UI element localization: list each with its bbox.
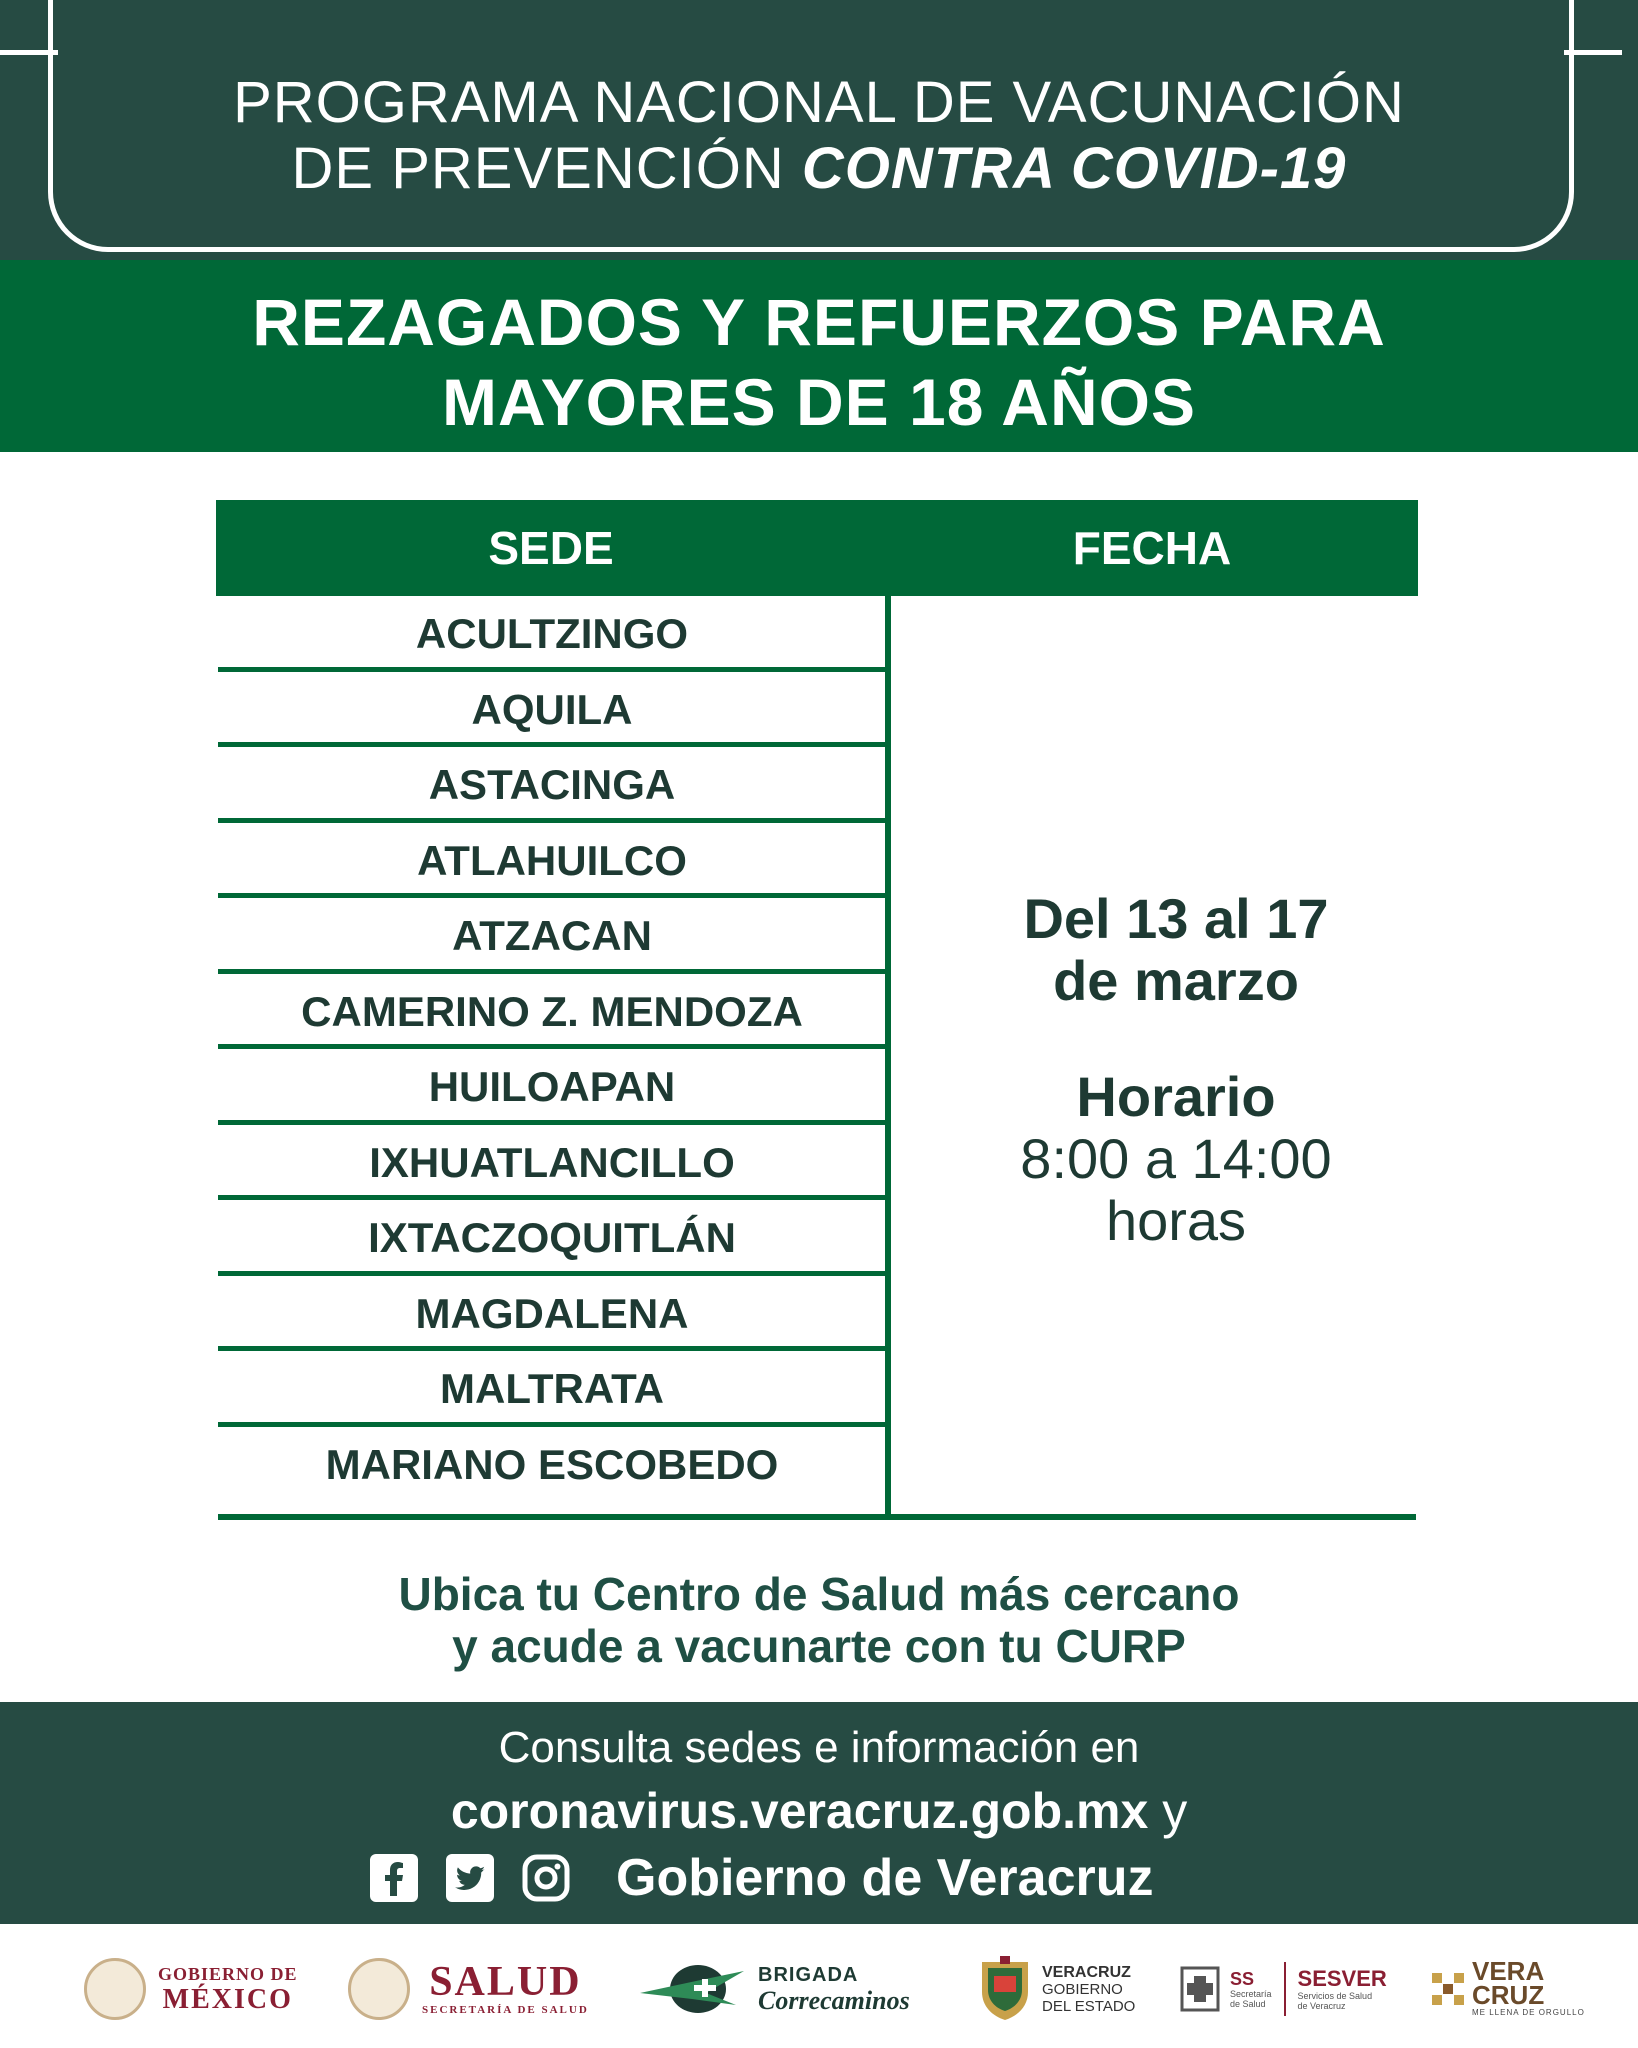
twitter-icon[interactable]: [444, 1852, 496, 1904]
health-emblem-icon: [1178, 1964, 1222, 2014]
sede-row: HUILOAPAN: [218, 1049, 886, 1125]
veracruz-orgullo-logo: [1430, 1954, 1585, 2024]
fecha-block: [891, 888, 1461, 1252]
horario-line2: horas: [1105, 1189, 1247, 1252]
sede-row: AQUILA: [218, 672, 886, 748]
gobmx-line1: GOBIERNO DE: [158, 1964, 298, 1984]
program-title-prefix: DE PREVENCIÓN: [291, 136, 785, 201]
table-header: [216, 500, 1418, 596]
social-handle[interactable]: Gobierno de Veracruz: [616, 1849, 1154, 1907]
brigada-line2: Correcaminos: [758, 1986, 910, 2015]
instructions: [0, 1568, 1638, 1672]
sede-list: [218, 596, 886, 1502]
national-seal-icon: [84, 1958, 146, 2020]
sede-row: ATZACAN: [218, 898, 886, 974]
salud-line2: SECRETARÍA DE SALUD: [422, 2004, 589, 2016]
info-line2: [0, 1782, 1638, 1840]
column-header-fecha: FECHA: [1072, 522, 1232, 574]
salud-line1: SALUD: [429, 1959, 582, 2005]
veracruz-shield-icon: [978, 1956, 1032, 2022]
brigada-line1: BRIGADA: [758, 1964, 859, 1986]
campaign-title: [0, 282, 1638, 442]
sede-row: IXHUATLANCILLO: [218, 1125, 886, 1201]
vc-tagline: ME LLENA DE ORGULLO: [1472, 2008, 1585, 2017]
sede-row: ACULTZINGO: [218, 596, 886, 672]
salud-logo: [348, 1954, 589, 2024]
sesver-line3: de Veracruz: [1297, 2001, 1346, 2011]
ss-sesver-logo: [1178, 1954, 1387, 2024]
table-bottom-rule: [218, 1514, 1416, 1520]
ss-line1: SS: [1230, 1969, 1255, 1989]
veracruz-line3: DEL ESTADO: [1042, 1997, 1136, 2015]
fecha-date-line1: Del 13 al 17: [1023, 887, 1329, 950]
ss-line3: de Salud: [1230, 1999, 1266, 2009]
instructions-line2: y acude a vacunarte con tu CURP: [452, 1620, 1186, 1672]
fecha-date-line2: de marzo: [1053, 949, 1299, 1012]
gobmx-line2: MÉXICO: [162, 1984, 293, 2015]
column-header-sede: SEDE: [488, 522, 614, 574]
veracruz-line2: GOBIERNO: [1042, 1980, 1123, 1998]
sede-row: ATLAHUILCO: [218, 823, 886, 899]
facebook-icon[interactable]: [368, 1852, 420, 1904]
sede-row: IXTACZOQUITLÁN: [218, 1200, 886, 1276]
instagram-icon[interactable]: [520, 1852, 572, 1904]
instructions-line1: Ubica tu Centro de Salud más cercano: [398, 1568, 1240, 1620]
logos-strip: [0, 1924, 1638, 2048]
horario-line1: 8:00 a 14:00: [1020, 1127, 1332, 1190]
info-bar: [0, 1702, 1638, 1924]
logo-separator: [1284, 1962, 1286, 2016]
national-seal-icon: [348, 1958, 410, 2020]
sede-row: MAGDALENA: [218, 1276, 886, 1352]
horario-label: Horario: [1076, 1065, 1276, 1128]
roadrunner-icon: [636, 1959, 746, 2019]
vc-line1: VERA: [1472, 1956, 1545, 1986]
sede-row: ASTACINGA: [218, 747, 886, 823]
program-title-line1: PROGRAMA NACIONAL DE VACUNACIÓN: [233, 70, 1405, 135]
woven-pattern-icon: [1430, 1971, 1466, 2007]
website-link[interactable]: coronavirus.veracruz.gob.mx: [450, 1783, 1149, 1839]
veracruz-line1: VERACRUZ: [1042, 1963, 1131, 1981]
program-title-emphasis: CONTRA COVID-19: [801, 136, 1347, 201]
sede-row: MARIANO ESCOBEDO: [325, 1440, 779, 1488]
campaign-title-line2: MAYORES DE 18 AÑOS: [442, 365, 1196, 439]
program-title-line2: [0, 136, 1638, 202]
info-conjunction: y: [1162, 1783, 1188, 1839]
veracruz-gobierno-logo: [978, 1954, 1135, 2024]
campaign-title-line1: REZAGADOS Y REFUERZOS PARA: [252, 285, 1386, 359]
gobierno-de-mexico-logo: [84, 1954, 298, 2024]
brigada-correcaminos-logo: [636, 1954, 910, 2024]
info-line1: Consulta sedes e información en: [498, 1723, 1140, 1772]
sesver-line1: SESVER: [1297, 1966, 1387, 1991]
sede-row: MALTRATA: [218, 1351, 886, 1427]
program-title: [0, 70, 1638, 202]
sede-row: CAMERINO Z. MENDOZA: [218, 974, 886, 1050]
sesver-line2: Servicios de Salud: [1297, 1991, 1373, 2001]
vc-line2: CRUZ: [1472, 1980, 1545, 2010]
ss-line2: Secretaría: [1230, 1989, 1272, 1999]
social-row: [368, 1846, 1268, 1910]
